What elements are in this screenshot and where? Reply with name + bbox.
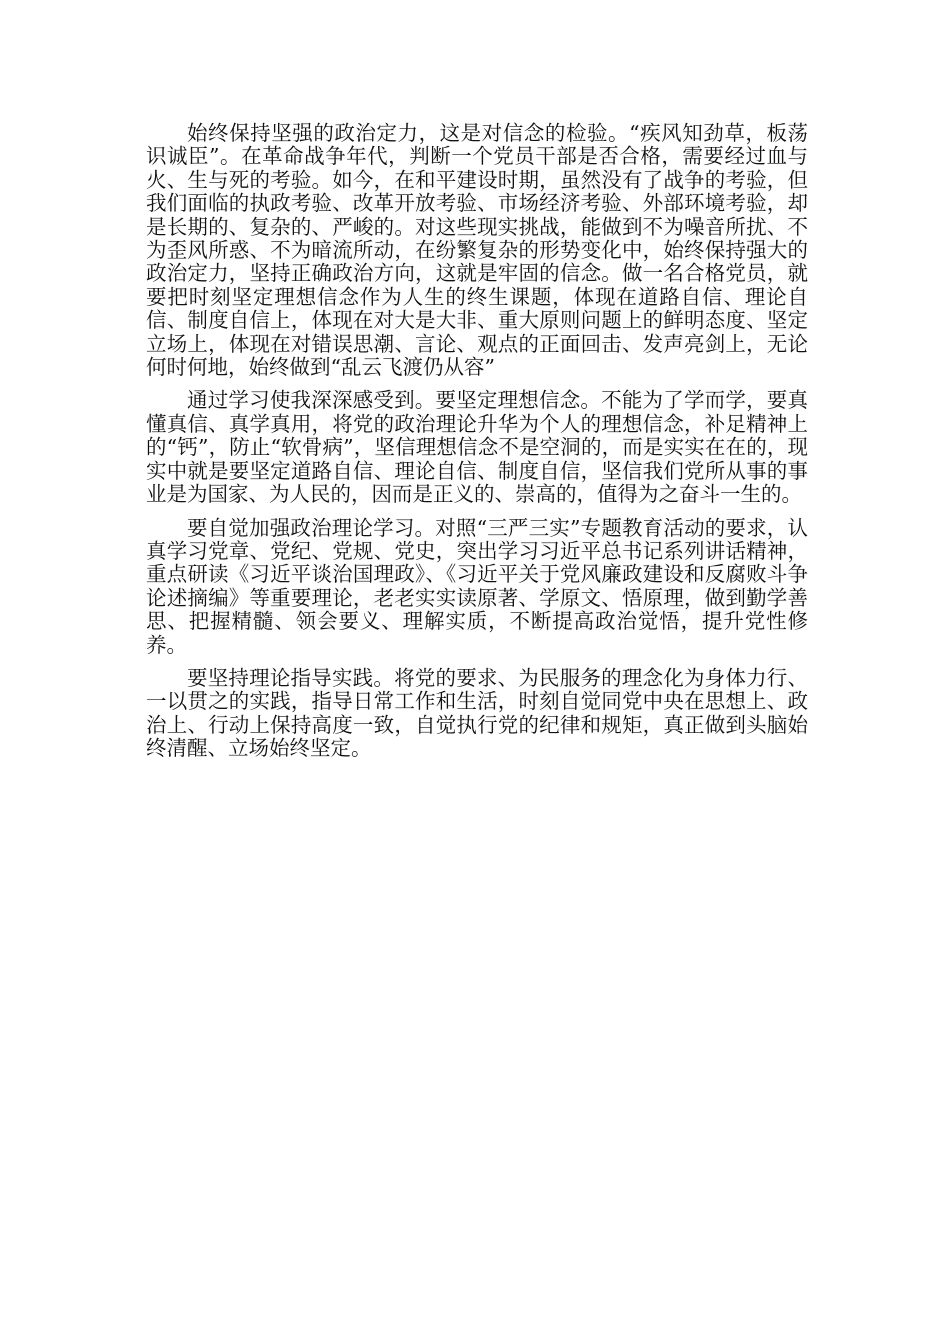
document-body: [146, 122, 808, 771]
paragraph-firm-ideals: 通过学习使我深深感受到。要坚定理想信念。不能为了学而学，要真懂真信、真学真用，将党的政治理论升华为个人的理想信念，补足精神上的“钙”，防止“软骨病”，坚信理想信念不是空洞的，而是实实在在的，现实中就是要坚定道路自信、理论自信、制度自信，坚信我们党所从事的事业是为国家、为人民的，因而是正义的、崇高的，值得为之奋斗一生的。: [146, 388, 808, 507]
paragraph-theory-practice: 要坚持理论指导实践。将党的要求、为民服务的理念化为身体力行、一以贯之的实践，指导日常工作和生活，时刻自觉同党中央在思想上、政治上、行动上保持高度一致，自觉执行党的纪律和规矩，真正做到头脑始终清醒、立场始终坚定。: [146, 665, 808, 761]
paragraph-theory-study: 要自觉加强政治理论学习。对照“三严三实”专题教育活动的要求，认真学习党章、党纪、党规、党史，突出学习习近平总书记系列讲话精神，重点研读《习近平谈治国理政》、《习近平关于党风廉政建设和反腐败斗争论述摘编》等重要理论，老老实实读原著、学原文、悟原理，做到勤学善思、把握精髓、领会要义、理解实质，不断提高政治觉悟，提升党性修养。: [146, 515, 808, 657]
paragraph-political-resolve: 始终保持坚强的政治定力，这是对信念的检验。“疾风知劲草，板荡识诚臣”。在革命战争年代，判断一个党员干部是否合格，需要经过血与火、生与死的考验。如今，在和平建设时期，虽然没有了战争的考验，但我们面临的执政考验、改革开放考验、市场经济考验、外部环境考验，却是长期的、复杂的、严峻的。对这些现实挑战，能做到不为噪音所扰、不为歪风所惑、不为暗流所动，在纷繁复杂的形势变化中，始终保持强大的政治定力，坚持正确政治方向，这就是牢固的信念。做一名合格党员，就要把时刻坚定理想信念作为人生的终生课题，体现在道路自信、理论自信、制度自信上，体现在对大是大非、重大原则问题上的鲜明态度、坚定立场上，体现在对错误思潮、言论、观点的正面回击、发声亮剑上，无论何时何地，始终做到“乱云飞渡仍从容”: [146, 121, 808, 380]
